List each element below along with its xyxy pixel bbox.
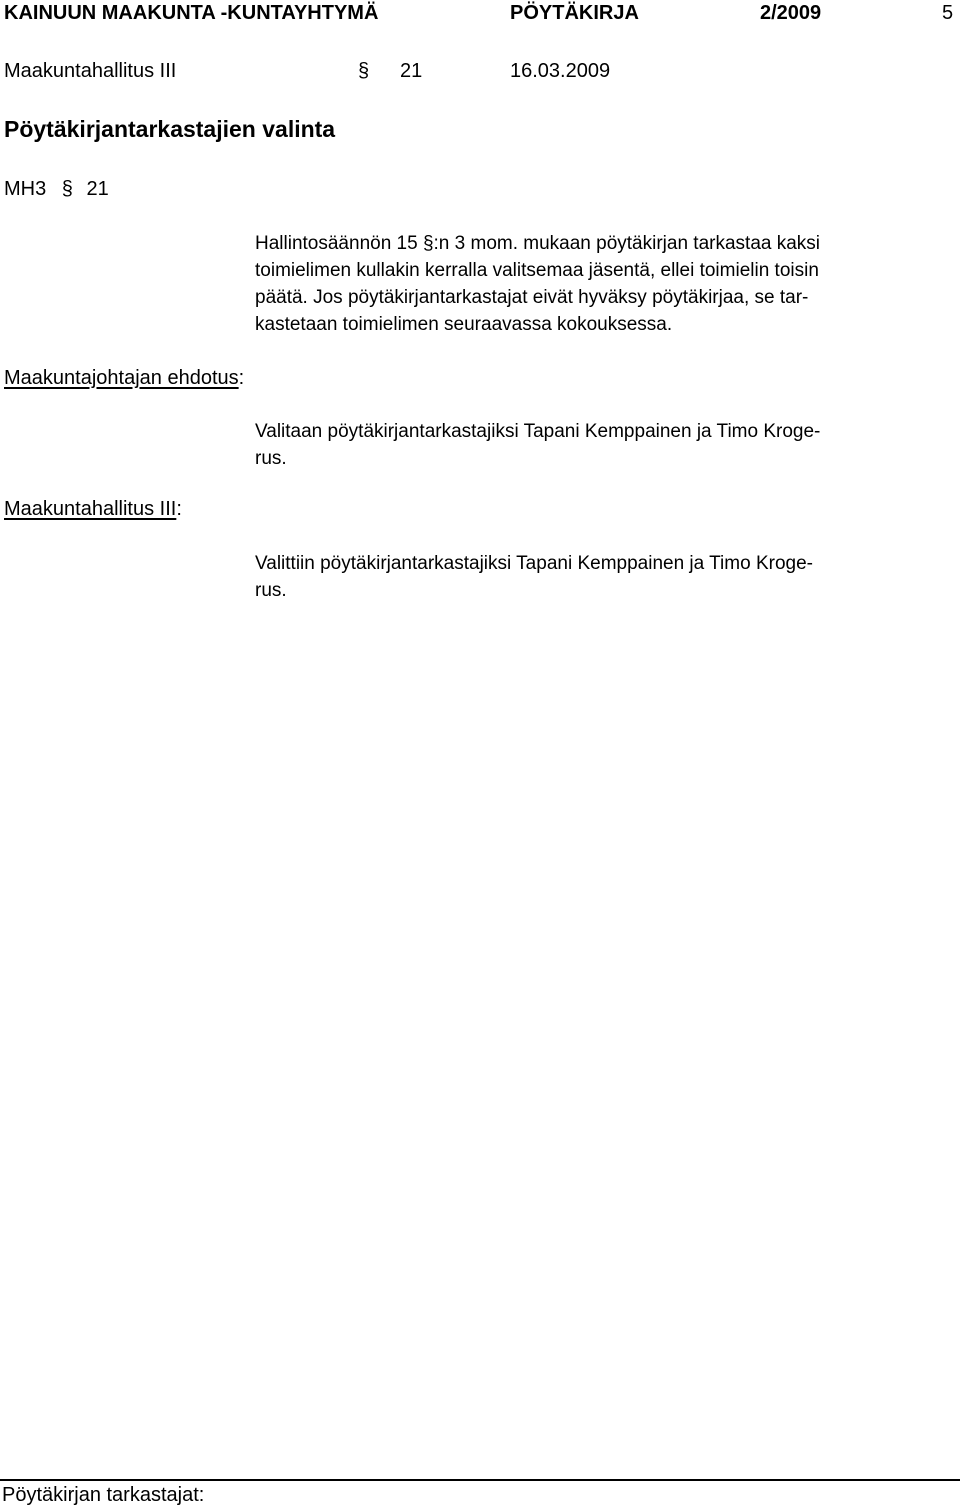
decision-line: Valittiin pöytäkirjantarkastajiksi Tapani Kemppainen ja Timo Kroge- — [255, 553, 813, 574]
proposal-line: rus. — [255, 448, 287, 469]
decision-label: Maakuntahallitus III: — [4, 498, 182, 520]
page-title: Pöytäkirjantarkastajien valinta — [4, 116, 336, 142]
section-ref-sign: § — [61, 178, 73, 200]
body-line: päätä. Jos pöytäkirjantarkastajat eivät hyväksy pöytäkirjaa, se tar- — [255, 287, 809, 308]
body-line: toimielimen kullakin kerralla valitsemaa jäsentä, ellei toimielin toisin — [255, 260, 819, 281]
body-line: kastetaan toimielimen seuraavassa kokouksessa. — [255, 314, 673, 335]
section-ref-number: 21 — [86, 178, 109, 200]
decision-line: rus. — [255, 580, 287, 601]
organization-name: KAINUUN MAAKUNTA -KUNTAYHTYMÄ — [4, 2, 379, 24]
page-number: 5 — [942, 2, 954, 24]
section-code: MH3 — [4, 178, 47, 200]
body-line: Hallintosäännön 15 §:n 3 mom. mukaan pöytäkirjan tarkastaa kaksi — [255, 233, 821, 254]
meeting-date: 16.03.2009 — [510, 60, 611, 82]
decision-label-text: Maakuntahallitus III — [4, 498, 177, 520]
footer-label: Pöytäkirjan tarkastajat: — [2, 1484, 205, 1506]
proposal-text — [255, 418, 960, 472]
section-ref — [4, 178, 109, 201]
section-number: 21 — [400, 60, 423, 82]
proposal-label-text: Maakuntajohtajan ehdotus — [4, 367, 239, 389]
proposal-label: Maakuntajohtajan ehdotus: — [4, 367, 245, 389]
document-number: 2/2009 — [760, 2, 822, 24]
meeting-body: Maakuntahallitus III — [4, 60, 177, 82]
decision-text — [255, 550, 960, 604]
section-sign: § — [358, 60, 370, 82]
document-type: PÖYTÄKIRJA — [510, 2, 639, 24]
footer-divider — [0, 1479, 960, 1481]
body-paragraph — [255, 230, 960, 338]
proposal-line: Valitaan pöytäkirjantarkastajiksi Tapani Kemppainen ja Timo Kroge- — [255, 421, 821, 442]
